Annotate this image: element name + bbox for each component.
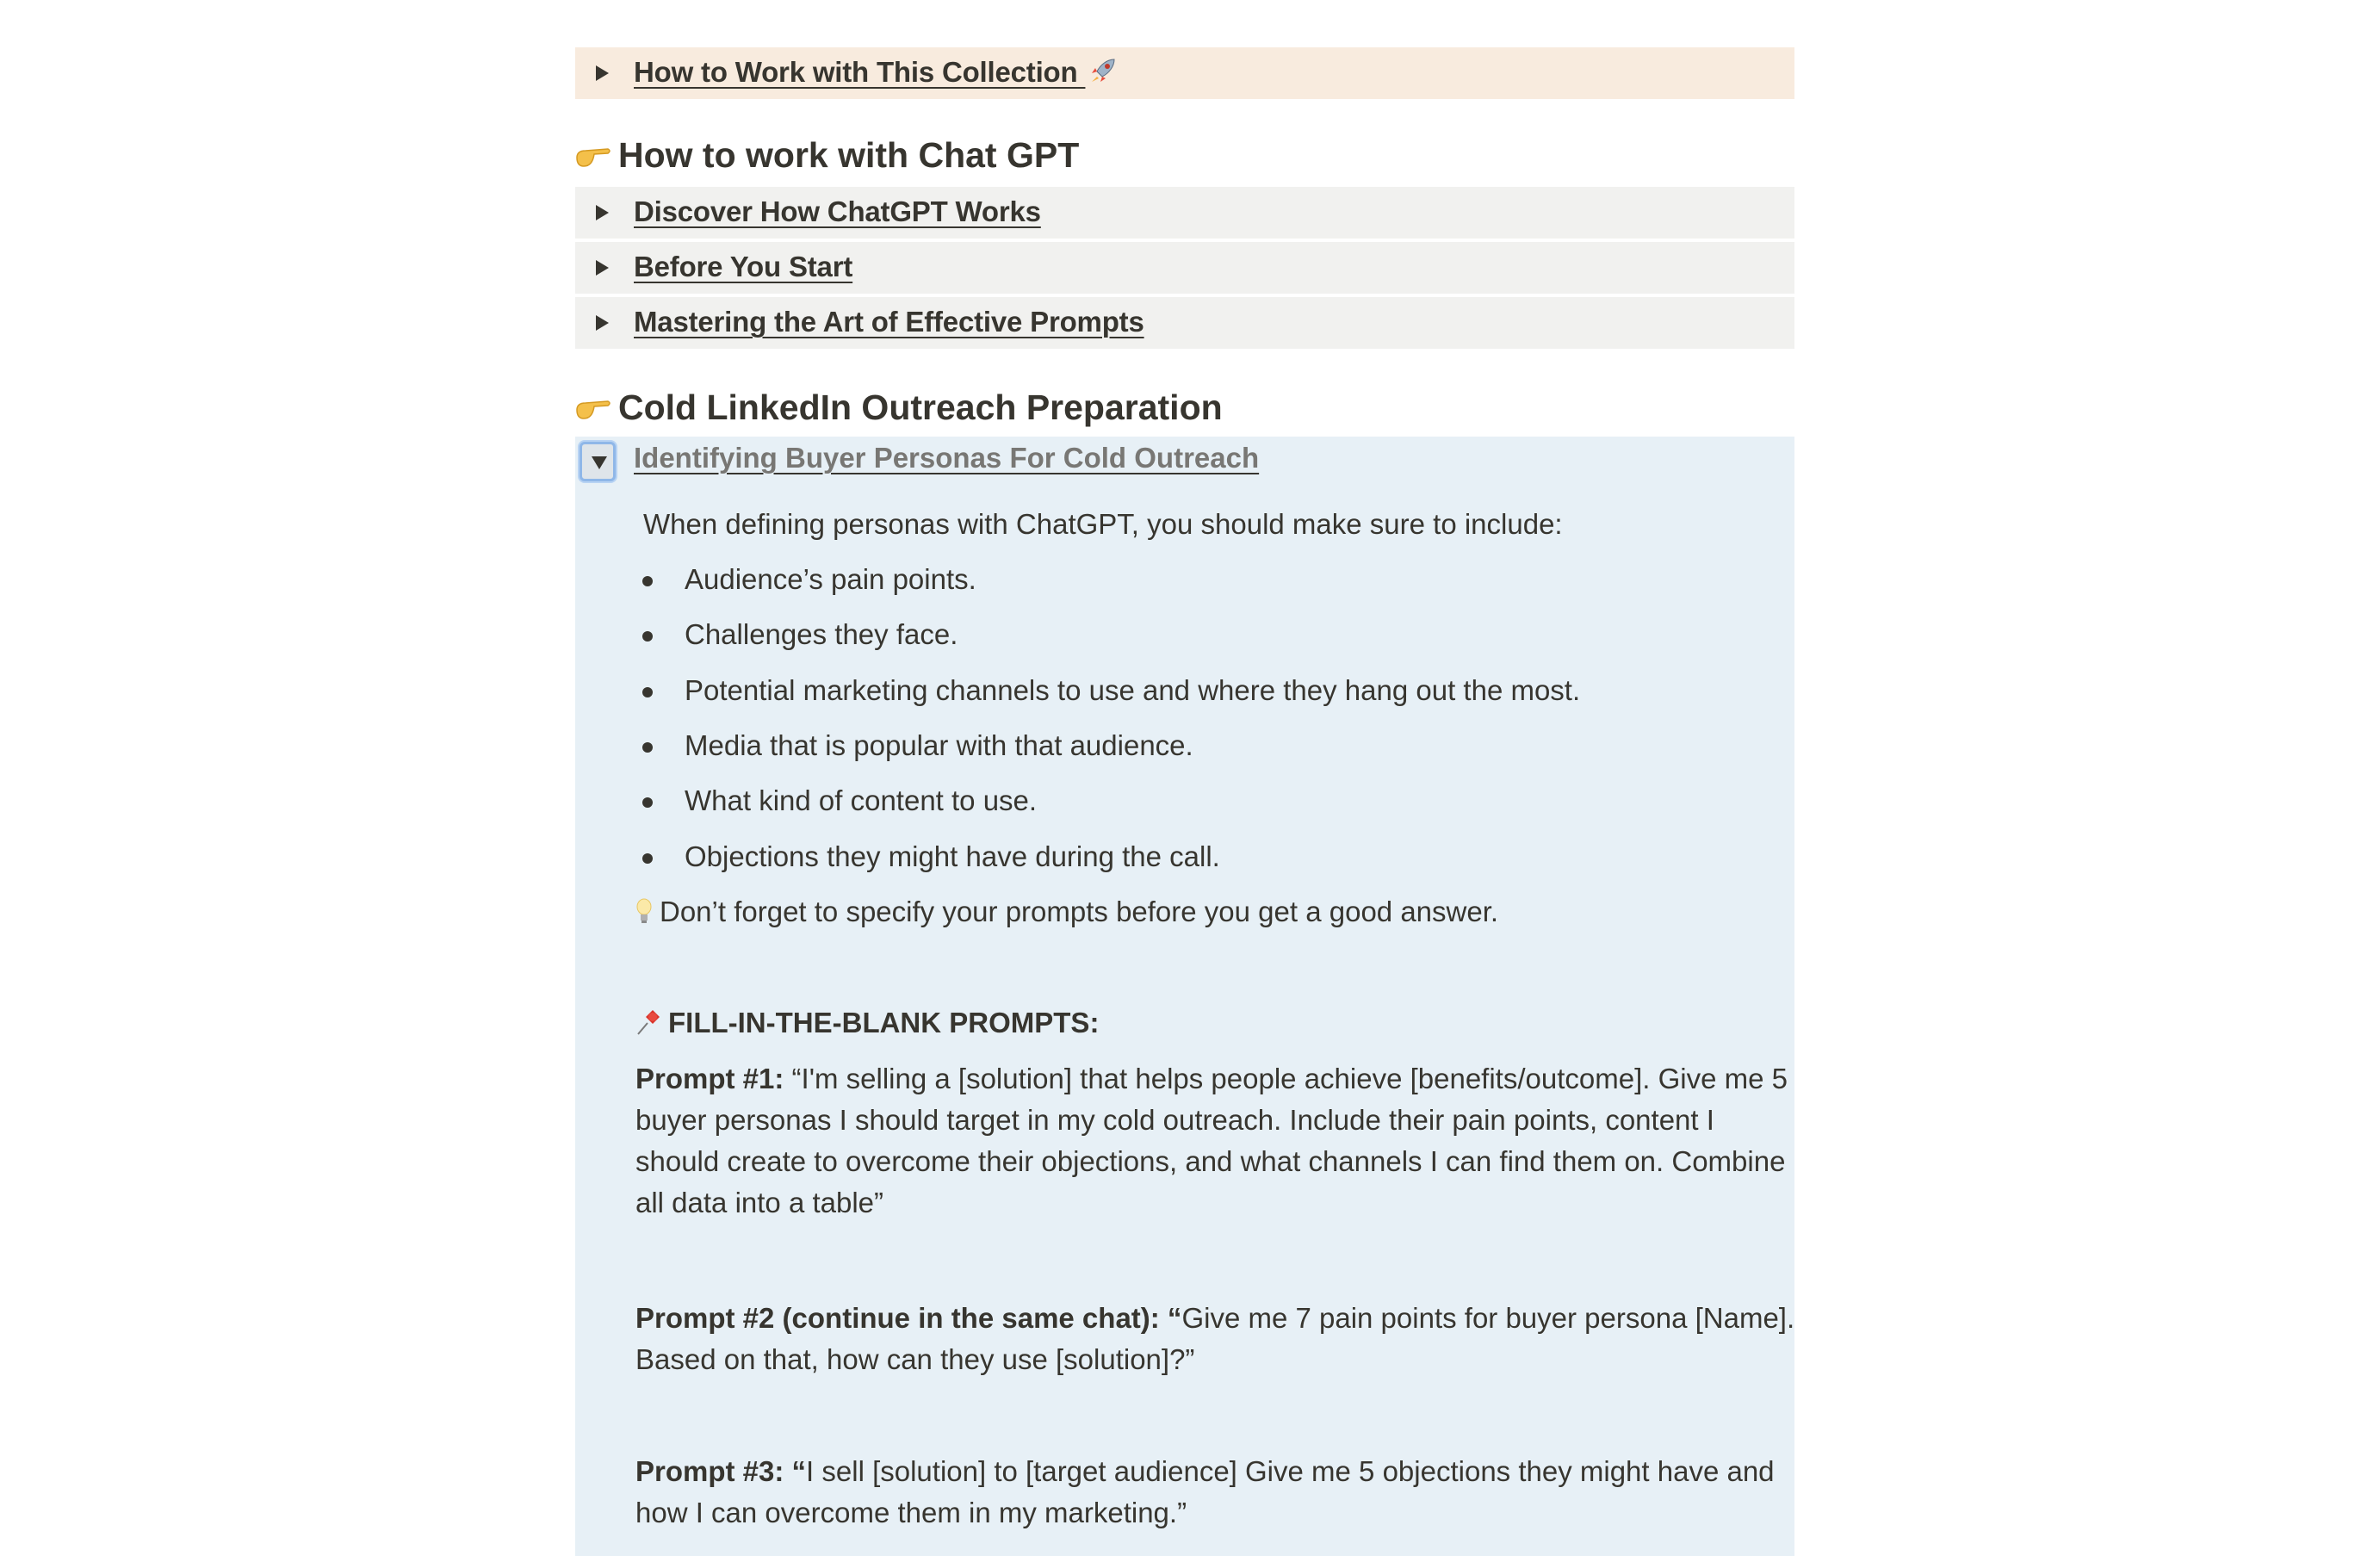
toggle-discover-how-chatgpt-works[interactable] — [575, 187, 1794, 239]
list-item: Challenges they face. — [685, 618, 958, 650]
bullet-dot — [642, 576, 653, 586]
rocket-icon — [1088, 56, 1118, 85]
toggle-arrow-right-icon[interactable] — [596, 315, 609, 331]
toggle-identifying-buyer-personas — [575, 437, 1794, 1556]
toggle-arrow-right-icon[interactable] — [596, 260, 609, 276]
prompts-heading-text: FILL-IN-THE-BLANK PROMPTS: — [668, 1007, 1100, 1038]
toggle-title[interactable]: Discover How ChatGPT Works — [634, 195, 1041, 227]
section-heading-text: How to work with Chat GPT — [618, 135, 1080, 175]
toggle-before-you-start[interactable] — [575, 242, 1794, 294]
prompt-1 — [635, 1058, 1798, 1224]
section-heading-linkedin — [575, 387, 1223, 428]
bullet-dot — [642, 687, 653, 697]
toggle-collapse-button[interactable] — [580, 442, 616, 481]
list-item: What kind of content to use. — [685, 784, 1038, 816]
section-heading-chatgpt — [575, 135, 1079, 176]
tip-text-content: Don’t forget to specify your prompts before you get a good answer. — [660, 896, 1499, 927]
bullet-dot — [642, 742, 653, 753]
prompt-separator: : — [774, 1063, 792, 1094]
toggle-arrow-right-icon[interactable] — [596, 65, 609, 81]
list-item: Media that is popular with that audience. — [685, 729, 1193, 761]
toggle-arrow-down-icon — [592, 456, 607, 469]
pointing-hand-icon — [575, 396, 611, 424]
toggle-mastering-effective-prompts[interactable] — [575, 297, 1794, 349]
toggle-title[interactable]: Mastering the Art of Effective Prompts — [634, 306, 1144, 338]
toggle-title-text: How to Work with This Collection — [634, 56, 1078, 88]
section-heading-text: Cold LinkedIn Outreach Preparation — [618, 387, 1223, 427]
intro-text: When defining personas with ChatGPT, you should make sure to include: — [643, 508, 1563, 540]
pushpin-icon — [635, 1008, 661, 1036]
bullet-dot — [642, 797, 653, 808]
bullet-dot — [642, 853, 653, 864]
prompt-label: Prompt #3: “ — [635, 1455, 807, 1487]
tip-text — [635, 896, 1498, 928]
pointing-hand-icon — [575, 144, 611, 171]
prompt-text: Give me 7 pain points for buyer persona [Name]. Based on that, how can they use [solution]?” — [635, 1302, 1795, 1375]
prompt-text: I sell [solution] to [target audience] Give me 5 objections they might have and how I can overcome them in my marketing.” — [635, 1455, 1775, 1528]
prompt-text: “I'm selling a [solution] that helps people achieve [benefits/outcome]. Give me 5 buyer personas I should target in my cold outreach. Include their pain points, content I should create to overcome their objections, and what channels I can find them on. Combine all data into a table” — [635, 1063, 1788, 1218]
prompt-label: Prompt #1 — [635, 1063, 775, 1094]
toggle-arrow-right-icon[interactable] — [596, 205, 609, 220]
bullet-dot — [642, 631, 653, 642]
toggle-title[interactable]: Identifying Buyer Personas For Cold Outreach — [634, 442, 1260, 474]
prompt-2 — [635, 1298, 1798, 1380]
prompt-3 — [635, 1451, 1798, 1534]
lightbulb-icon — [635, 897, 653, 925]
prompts-heading — [635, 1007, 1099, 1039]
prompt-label: Prompt #2 (continue in the same chat): “ — [635, 1302, 1182, 1334]
list-item: Audience’s pain points. — [685, 563, 976, 595]
toggle-how-to-work-with-collection[interactable] — [575, 47, 1794, 99]
toggle-title[interactable]: Before You Start — [634, 251, 853, 282]
list-item: Objections they might have during the call. — [685, 840, 1220, 872]
list-item: Potential marketing channels to use and where they hang out the most. — [685, 674, 1581, 706]
toggle-title[interactable] — [634, 56, 1118, 89]
